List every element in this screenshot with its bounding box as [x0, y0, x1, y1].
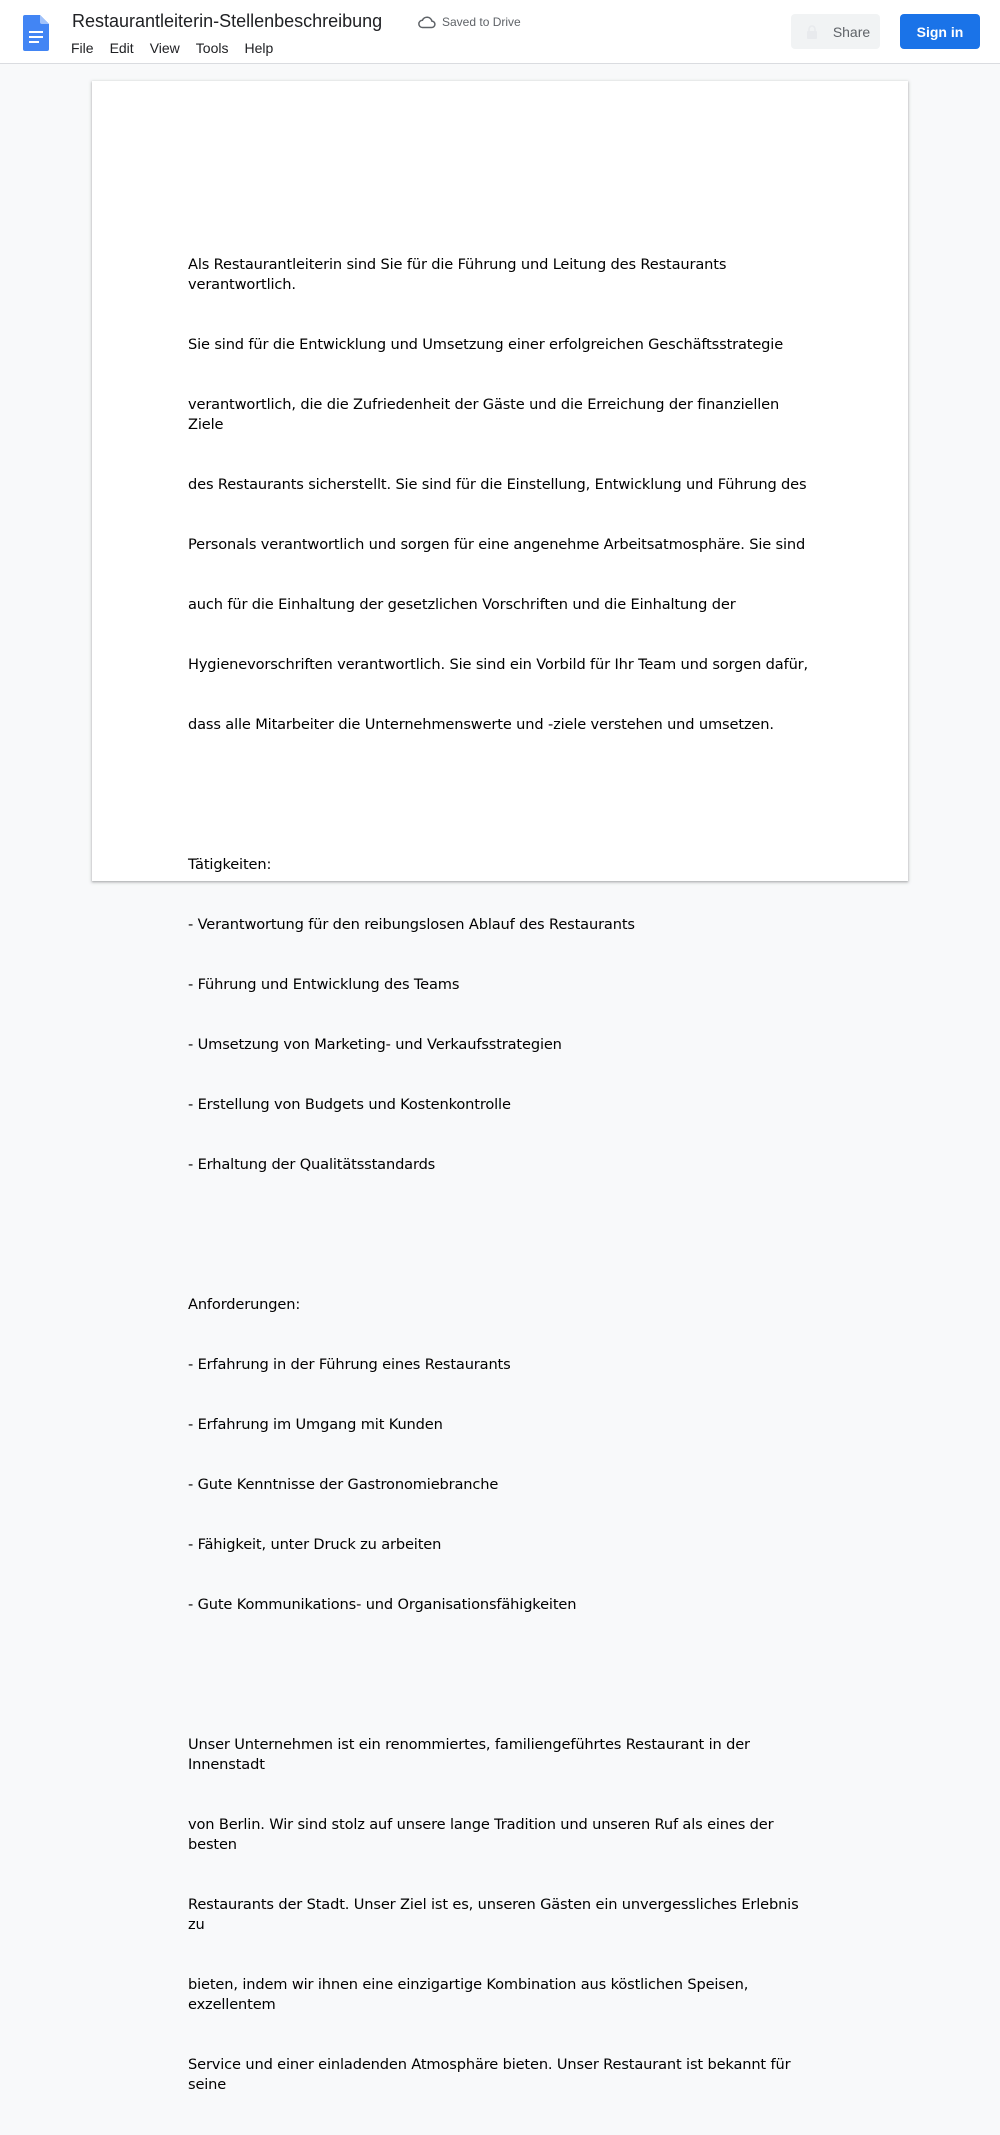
task-item: - Erstellung von Budgets und Kostenkontrolle — [188, 1096, 511, 1113]
lock-icon — [801, 25, 823, 39]
paragraph-gap — [188, 775, 818, 795]
intro-line: dass alle Mitarbeiter die Unternehmenswerte und -ziele verstehen und umsetzen. — [188, 716, 774, 733]
menu-bar — [63, 38, 281, 58]
sign-in-label: Sign in — [916, 23, 964, 40]
save-status-text: Saved to Drive — [442, 15, 521, 29]
intro-line: Hygienevorschriften verantwortlich. Sie sind ein Vorbild für Ihr Team und sorgen dafür, — [188, 656, 809, 673]
requirements-heading: Anforderungen: — [188, 1296, 301, 1313]
docs-logo-icon[interactable] — [23, 15, 49, 51]
menu-help[interactable]: Help — [244, 40, 274, 56]
document-title[interactable]: Restaurantleiterin-Stellenbeschreibung — [72, 11, 383, 31]
document-body — [188, 215, 818, 2135]
company-line: von Berlin. Wir sind stolz auf unsere lange Tradition und unseren Ruf als eines der besten — [188, 1816, 778, 1853]
intro-line: Personals verantwortlich und sorgen für eine angenehme Arbeitsatmosphäre. Sie sind — [188, 536, 806, 553]
requirement-item: - Gute Kommunikations- und Organisationsfähigkeiten — [188, 1596, 577, 1613]
intro-line: Als Restaurantleiterin sind Sie für die Führung und Leitung des Restaurants verantwortlich. — [188, 256, 731, 293]
tasks-heading: Tätigkeiten: — [188, 856, 272, 873]
task-item: - Führung und Entwicklung des Teams — [188, 976, 460, 993]
menu-view[interactable]: View — [149, 40, 180, 56]
task-item: - Erhaltung der Qualitätsstandards — [188, 1156, 436, 1173]
requirement-item: - Fähigkeit, unter Druck zu arbeiten — [188, 1536, 442, 1553]
task-item: - Umsetzung von Marketing- und Verkaufsstrategien — [188, 1036, 562, 1053]
save-status — [418, 14, 521, 30]
menu-file[interactable]: File — [71, 40, 94, 56]
intro-line: Sie sind für die Entwicklung und Umsetzung einer erfolgreichen Geschäftsstrategie — [188, 336, 784, 353]
requirement-item: - Erfahrung im Umgang mit Kunden — [188, 1416, 443, 1433]
sign-in-button[interactable] — [900, 14, 980, 49]
requirement-item: - Erfahrung in der Führung eines Restaurants — [188, 1356, 511, 1373]
document-page[interactable] — [92, 81, 908, 2093]
company-line: Restaurants der Stadt. Unser Ziel ist es, unseren Gästen ein unvergessliches Erlebnis zu — [188, 1896, 804, 1933]
company-line: bieten, indem wir ihnen eine einzigartige Kombination aus köstlichen Speisen, exzellentem — [188, 1976, 753, 2013]
intro-line: verantwortlich, die die Zufriedenheit der Gäste und die Erreichung der finanziellen Ziele — [188, 396, 784, 433]
menu-tools[interactable]: Tools — [195, 40, 229, 56]
cloud-icon — [418, 15, 436, 29]
intro-line: des Restaurants sicherstellt. Sie sind für die Einstellung, Entwicklung und Führung des — [188, 476, 807, 493]
menu-edit[interactable]: Edit — [109, 40, 134, 56]
paragraph-gap — [188, 1215, 818, 1235]
docs-header — [0, 0, 1000, 64]
task-item: - Verantwortung für den reibungslosen Ablauf des Restaurants — [188, 916, 635, 933]
company-line: Service und einer einladenden Atmosphäre bieten. Unser Restaurant ist bekannt für seine — [188, 2056, 795, 2093]
share-button[interactable] — [791, 14, 880, 49]
intro-line: auch für die Einhaltung der gesetzlichen Vorschriften und die Einhaltung der — [188, 596, 736, 613]
paragraph-gap — [188, 1655, 818, 1675]
company-line: Unser Unternehmen ist ein renommiertes, familiengeführtes Restaurant in der Innenstadt — [188, 1736, 755, 1773]
requirement-item: - Gute Kenntnisse der Gastronomiebranche — [188, 1476, 499, 1493]
document-canvas[interactable] — [0, 65, 1000, 2093]
share-label: Share — [832, 23, 871, 40]
